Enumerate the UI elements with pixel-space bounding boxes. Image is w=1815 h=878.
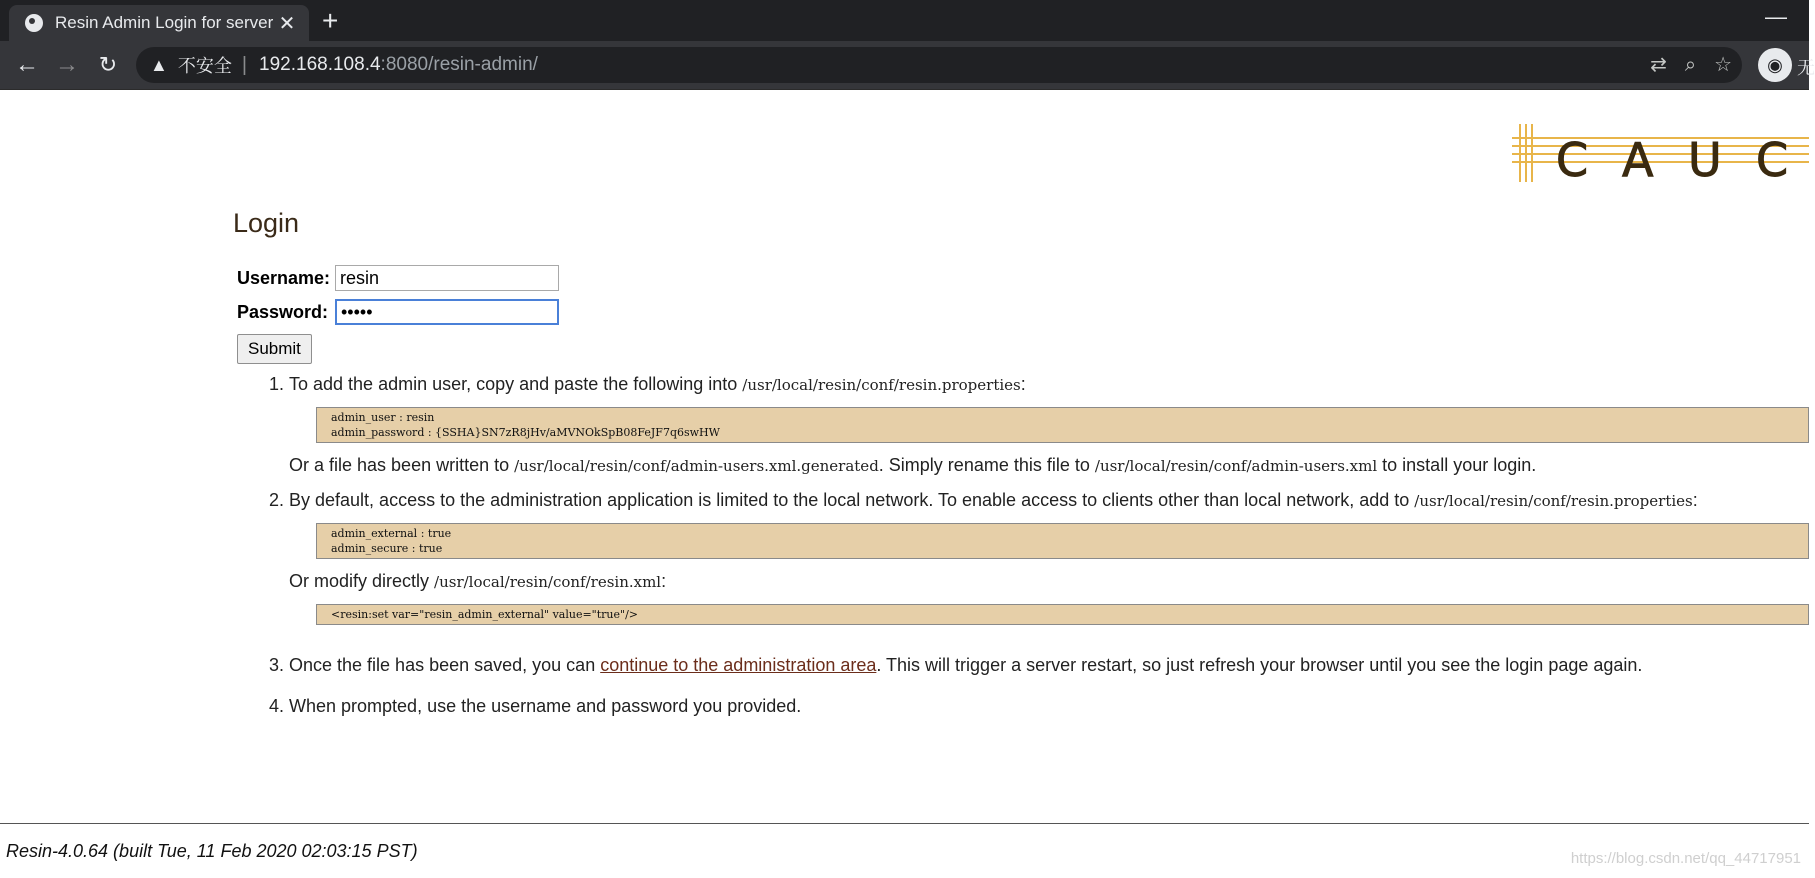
translate-icon[interactable]: ⇄: [1650, 54, 1667, 76]
step-3-text: [289, 655, 1809, 676]
username-label: Username:: [237, 267, 331, 288]
browser-tab[interactable]: [9, 5, 309, 41]
logo-letter-c1: C: [1556, 133, 1589, 187]
step-2-intro: By default, access to the administration application is limited to the local network. To enable access to clients other than local network, add to: [289, 490, 1415, 510]
version-footer: Resin-4.0.64 (built Tue, 11 Feb 2020 02:03:15 PST): [6, 841, 418, 861]
step-2: [289, 490, 1809, 625]
tab-strip: [0, 0, 1809, 41]
username-input[interactable]: [335, 265, 559, 291]
watermark: https://blog.csdn.net/qq_44717951: [1570, 850, 1801, 867]
step-2-colon: :: [1692, 490, 1698, 510]
step-1-alt-suffix: to install your login.: [1377, 455, 1537, 475]
admin-external-code: admin_external : true admin_secure : true: [316, 523, 1809, 559]
address-bar[interactable]: [136, 47, 1742, 83]
url-host[interactable]: 192.168.108.4: [259, 54, 381, 75]
resin-set-code: <resin:set var="resin_admin_external" value="true"/>: [316, 604, 1809, 625]
footer-divider: [0, 823, 1809, 824]
logo-letter-a: A: [1622, 133, 1654, 187]
step-2-alt-prefix: Or modify directly: [289, 571, 435, 591]
admin-user-code: admin_user : resin admin_password : {SSHA}SN7zR8jHv/aMVNOkSpB08FeJF7q6swHW: [316, 407, 1809, 443]
browser-toolbar: [0, 41, 1815, 90]
close-icon[interactable]: ✕: [278, 12, 296, 35]
generated-file-path: /usr/local/resin/conf/admin-users.xml.generated: [514, 457, 879, 475]
address-separator: |: [241, 53, 248, 76]
step-3-suffix: . This will trigger a server restart, so just refresh your browser until you see the login page again.: [876, 655, 1643, 675]
warning-icon[interactable]: ▲: [150, 54, 168, 75]
admin-users-path: /usr/local/resin/conf/admin-users.xml: [1094, 457, 1378, 475]
url-path[interactable]: :8080/resin-admin/: [380, 54, 538, 75]
password-label: Password:: [237, 301, 329, 322]
incognito-icon[interactable]: ◉: [1758, 48, 1792, 82]
security-label[interactable]: 不安全: [177, 56, 232, 76]
step-3-prefix: Once the file has been saved, you can: [289, 655, 601, 675]
zoom-icon[interactable]: ⌕: [1684, 54, 1697, 76]
step-1-alt-mid: . Simply rename this file to: [878, 455, 1095, 475]
new-tab-button[interactable]: +: [322, 5, 339, 36]
step-1-alt: [289, 455, 1809, 476]
forward-button[interactable]: [51, 49, 83, 81]
back-button[interactable]: [11, 49, 43, 81]
step-3: [289, 655, 1809, 676]
address-bar-actions: [1650, 51, 1732, 79]
password-row: [237, 299, 559, 325]
properties-path-2: /usr/local/resin/conf/resin.properties: [1414, 492, 1693, 510]
star-icon[interactable]: ☆: [1714, 54, 1732, 76]
reload-button[interactable]: [92, 49, 124, 81]
globe-icon: [25, 14, 43, 32]
step-4-text: 4. When prompted, use the username and password you provided.: [289, 696, 802, 716]
page-title: Login: [233, 208, 300, 238]
step-1: [289, 374, 1809, 476]
step-1-alt-prefix: Or a file has been written to: [289, 455, 515, 475]
page-content: [0, 90, 1809, 878]
arrow-left-icon: ←: [15, 51, 39, 78]
tab-title: Resin Admin Login for server: [55, 13, 274, 32]
arrow-right-icon: →: [55, 51, 79, 78]
cauc-logo: [1512, 120, 1809, 190]
step-1-intro: To add the admin user, copy and paste the following into: [289, 374, 743, 394]
resin-xml-path: /usr/local/resin/conf/resin.xml: [434, 573, 662, 591]
username-row: [237, 265, 559, 291]
step-2-alt: [289, 571, 1809, 592]
properties-path: /usr/local/resin/conf/resin.properties: [742, 376, 1021, 394]
minimize-button[interactable]: —: [1765, 4, 1787, 29]
admin-area-link[interactable]: continue to the administration area: [600, 655, 877, 675]
step-2-alt-suffix: :: [661, 571, 667, 591]
logo-letter-u: U: [1688, 133, 1722, 187]
logo-letter-c2: C: [1756, 133, 1789, 187]
profile-label[interactable]: 无: [1797, 58, 1815, 78]
step-2-text: [289, 490, 1809, 511]
instructions-list: [256, 360, 1809, 717]
password-input[interactable]: [335, 299, 559, 325]
step-4: [289, 696, 1809, 717]
reload-icon: ↻: [98, 52, 118, 77]
step-1-colon: :: [1020, 374, 1026, 394]
submit-button[interactable]: Submit: [237, 334, 312, 364]
step-1-text: [289, 374, 1809, 395]
